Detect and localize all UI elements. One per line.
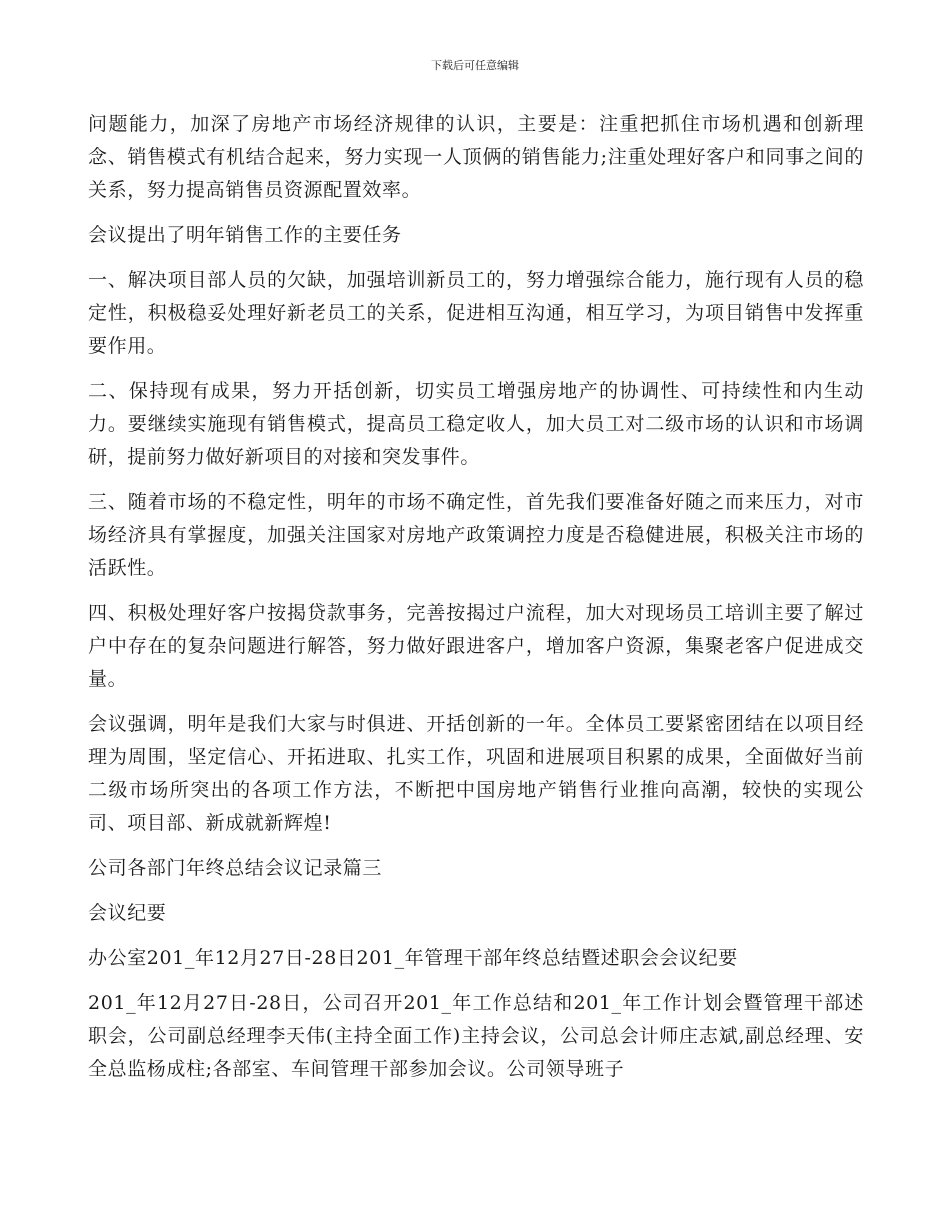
paragraph: 会议强调，明年是我们大家与时俱进、开括创新的一年。全体员工要紧密团结在以项目经理为周围，坚定信心、开拓进取、扎实工作，巩固和进展项目积累的成果，全面做好当前二级市场所突出的各项工作方法，不断把中国房地产销售行业推向高潮，较快的实现公司、项目部、新成就新辉煌!	[88, 713, 864, 834]
section-heading: 会议纪要	[88, 902, 167, 924]
section-title: 公司各部门年终总结会议记录篇三	[88, 857, 383, 879]
paragraph: 二、保持现有成果，努力开括创新，切实员工增强房地产的协调性、可持续性和内生动力。要继续实施现有销售模式，提高员工稳定收人，加大员工对二级市场的认识和市场调研，提前努力做好新项目的对接和突发事件。	[88, 380, 864, 468]
section-heading: 会议提出了明年销售工作的主要任务	[88, 224, 402, 246]
paragraph: 201_年12月27日-28日，公司召开201_年工作总结和201_年工作计划会暨管理干部述职会，公司副总经理李天伟(主持全面工作)主持会议，公司总会计师庄志斌,副总经理、安全总监杨成柱;各部室、车间管理干部参加会议。公司领导班子	[88, 992, 864, 1080]
page-header: 下载后可任意编辑	[431, 59, 519, 72]
document-body	[88, 108, 864, 1098]
paragraph: 问题能力，加深了房地产市场经济规律的认识，主要是：注重把抓住市场机遇和创新理念、销售模式有机结合起来，努力实现一人顶俩的销售能力;注重处理好客户和同事之间的关系，努力提高销售员资源配置效率。	[88, 113, 864, 201]
paragraph: 三、随着市场的不稳定性，明年的市场不确定性，首先我们要准备好随之而来压力，对市场经济具有掌握度，加强关注国家对房地产政策调控力度是否稳健进展，积极关注市场的活跃性。	[88, 491, 864, 579]
paragraph: 一、解决项目部人员的欠缺，加强培训新员工的，努力增强综合能力，施行现有人员的稳定性，积极稳妥处理好新老员工的关系，促进相互沟通，相互学习，为项目销售中发挥重要作用。	[88, 269, 864, 357]
paragraph: 办公室201_年12月27日-28日201_年管理干部年终总结暨述职会会议纪要	[88, 947, 738, 969]
paragraph: 四、积极处理好客户按揭贷款事务，完善按揭过户流程，加大对现场员工培训主要了解过户中存在的复杂问题进行解答，努力做好跟进客户，增加客户资源，集聚老客户促进成交量。	[88, 602, 864, 690]
